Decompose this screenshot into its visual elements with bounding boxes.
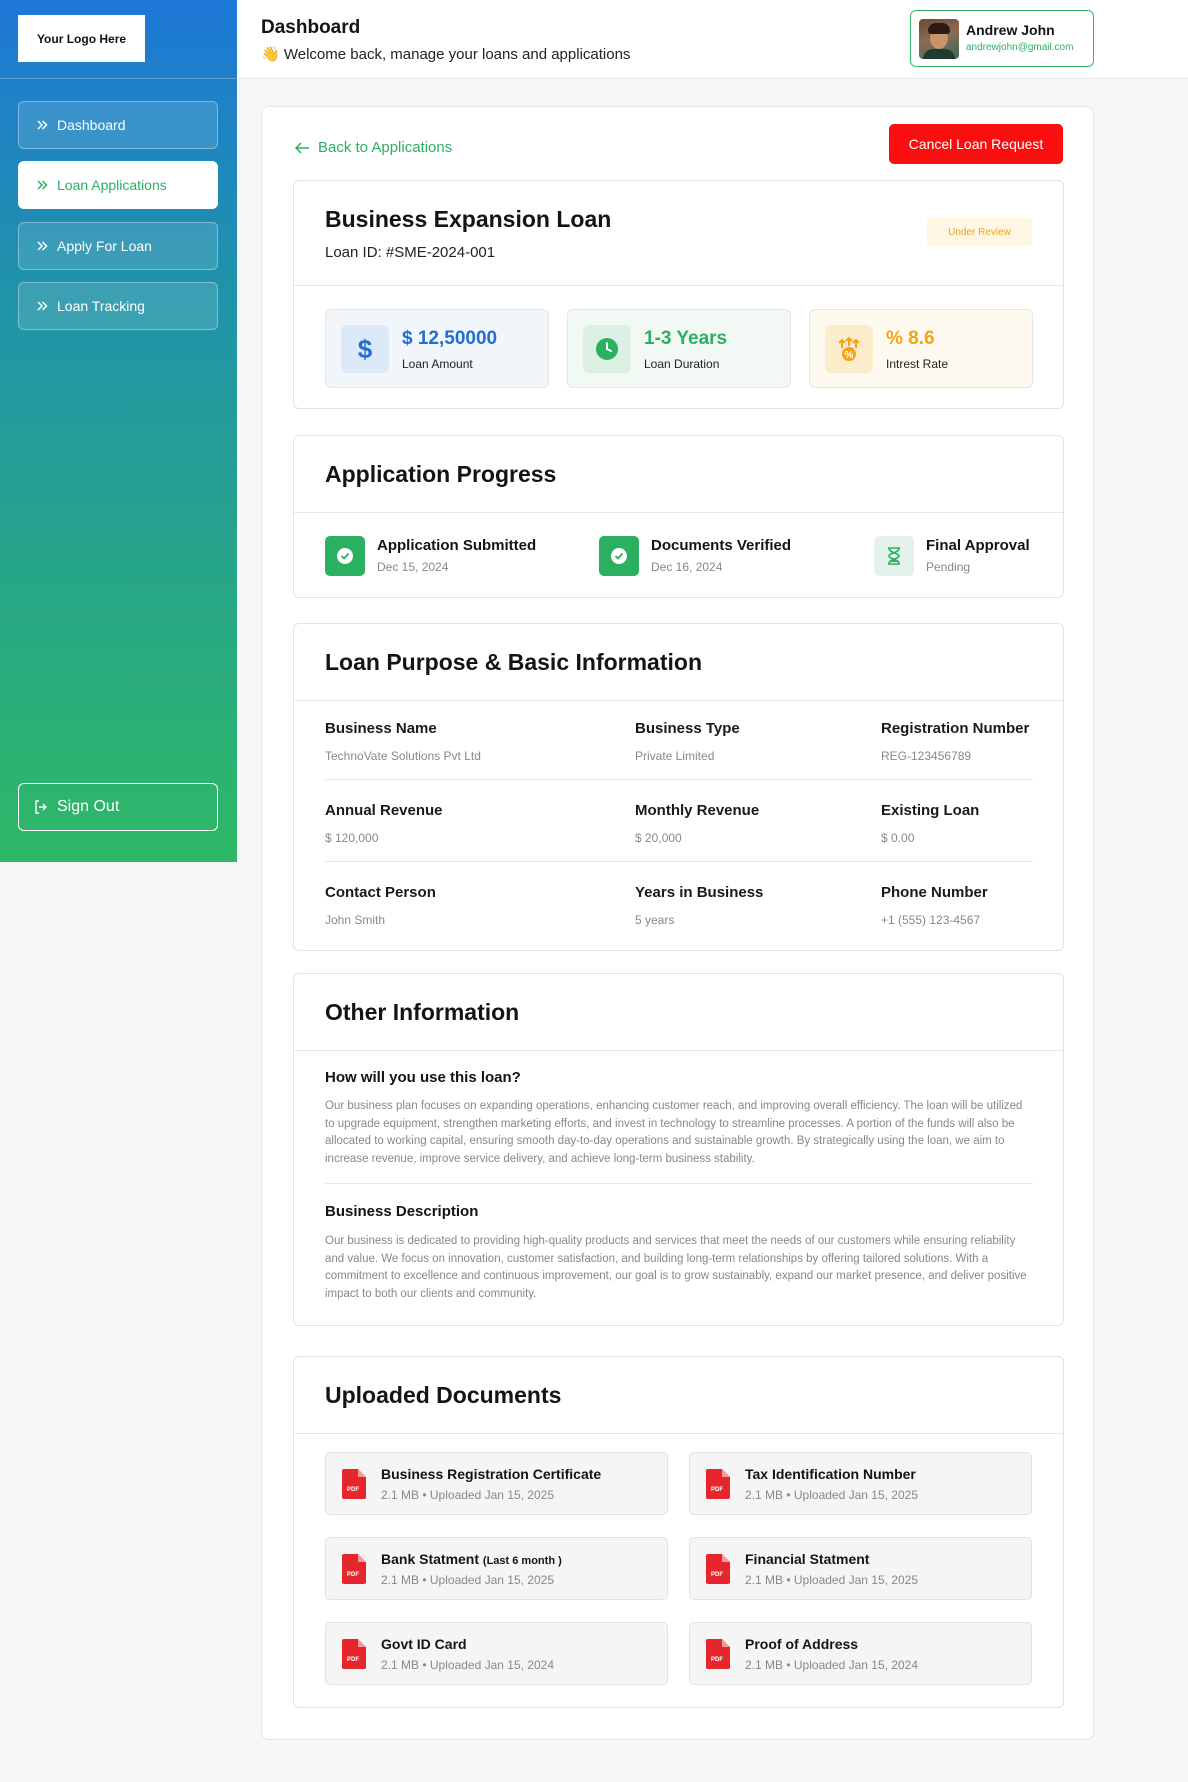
pdf-icon <box>342 1469 366 1499</box>
check-circle-icon <box>599 536 639 576</box>
step-title: Application Submitted <box>377 537 537 554</box>
info-monthly-revenue: Monthly Revenue $ 20,000 <box>635 802 760 845</box>
document-name: Bank Statment (Last 6 month ) <box>381 1551 562 1567</box>
business-description-heading: Business Description <box>325 1203 479 1220</box>
document-name: Business Registration Certificate <box>381 1466 602 1482</box>
loan-duration-label: Loan Duration <box>644 357 720 371</box>
sidebar-item-loan-applications[interactable] <box>18 161 218 209</box>
step-date: Pending <box>926 560 971 574</box>
document-name: Financial Statment <box>745 1551 870 1567</box>
stat-loan-amount <box>325 309 549 388</box>
section-title: Other Information <box>325 999 520 1025</box>
divider <box>325 779 1033 780</box>
svg-text:PDF: PDF <box>711 1657 723 1663</box>
sign-out-icon <box>33 799 49 815</box>
document-item[interactable] <box>689 1537 1032 1600</box>
sidebar-item-label: Apply For Loan <box>57 238 152 254</box>
document-item[interactable] <box>325 1452 668 1515</box>
document-meta: 2.1 MB • Uploaded Jan 15, 2024 <box>381 1658 554 1672</box>
pdf-icon <box>706 1554 730 1584</box>
back-to-applications-link[interactable] <box>294 139 452 156</box>
hourglass-icon <box>874 536 914 576</box>
info-existing-loan: Existing Loan $ 0.00 <box>881 802 980 845</box>
info-registration-number: Registration Number REG-123456789 <box>881 720 1030 763</box>
document-name: Govt ID Card <box>381 1636 467 1652</box>
svg-text:%: % <box>844 350 854 361</box>
clock-icon <box>583 325 631 373</box>
user-profile[interactable] <box>910 10 1094 67</box>
status-badge: Under Review <box>927 218 1032 246</box>
svg-text:$: $ <box>357 336 373 362</box>
uploaded-documents-card <box>293 1356 1064 1708</box>
info-business-name: Business Name TechnoVate Solutions Pvt Ltd <box>325 720 481 763</box>
svg-text:PDF: PDF <box>711 1487 723 1493</box>
document-meta: 2.1 MB • Uploaded Jan 15, 2025 <box>745 1488 918 1502</box>
user-email: andrewjohn@gmail.com <box>966 42 1074 53</box>
step-date: Dec 15, 2024 <box>377 560 449 574</box>
double-chevron-right-icon <box>35 178 49 192</box>
loan-duration-value: 1-3 Years <box>644 328 728 349</box>
double-chevron-right-icon <box>35 239 49 253</box>
step-title: Documents Verified <box>651 537 792 554</box>
cancel-loan-request-button[interactable]: Cancel Loan Request <box>889 124 1063 164</box>
loan-amount-value: $ 12,50000 <box>402 328 498 349</box>
arrow-left-icon <box>294 141 310 155</box>
pdf-icon <box>706 1469 730 1499</box>
stat-interest-rate <box>809 309 1033 388</box>
page-title: Dashboard <box>261 17 361 38</box>
sign-out-label: Sign Out <box>57 798 120 815</box>
document-meta: 2.1 MB • Uploaded Jan 15, 2024 <box>745 1658 918 1672</box>
svg-text:PDF: PDF <box>347 1487 359 1493</box>
document-meta: 2.1 MB • Uploaded Jan 15, 2025 <box>381 1573 554 1587</box>
loan-id: Loan ID: #SME-2024-001 <box>325 244 496 261</box>
info-business-type: Business Type Private Limited <box>635 720 740 763</box>
svg-text:PDF: PDF <box>347 1657 359 1663</box>
interest-rate-icon <box>825 325 873 373</box>
document-item[interactable] <box>689 1452 1032 1515</box>
document-name: Proof of Address <box>745 1636 859 1652</box>
sidebar-divider <box>0 78 237 79</box>
user-name: Andrew John <box>966 22 1055 38</box>
info-contact-person: Contact Person John Smith <box>325 884 436 927</box>
document-item[interactable] <box>325 1537 668 1600</box>
basic-info-card <box>293 623 1064 951</box>
document-item[interactable] <box>325 1622 668 1685</box>
document-meta: 2.1 MB • Uploaded Jan 15, 2025 <box>745 1573 918 1587</box>
double-chevron-right-icon <box>35 118 49 132</box>
sidebar <box>0 0 237 862</box>
document-item[interactable] <box>689 1622 1032 1685</box>
avatar <box>919 19 959 59</box>
application-progress-card <box>293 435 1064 598</box>
section-title: Loan Purpose & Basic Information <box>325 649 702 675</box>
top-bar <box>237 0 1188 79</box>
section-title: Uploaded Documents <box>325 1382 562 1408</box>
loan-usage-question: How will you use this loan? <box>325 1069 521 1086</box>
info-annual-revenue: Annual Revenue $ 120,000 <box>325 802 443 845</box>
interest-rate-label: Intrest Rate <box>886 357 949 371</box>
check-circle-icon <box>325 536 365 576</box>
info-years-in-business: Years in Business 5 years <box>635 884 764 927</box>
divider <box>294 285 1063 286</box>
sidebar-item-apply-for-loan[interactable] <box>18 222 218 270</box>
sign-out-button[interactable] <box>18 783 218 831</box>
svg-text:PDF: PDF <box>347 1572 359 1578</box>
back-link-label: Back to Applications <box>318 139 453 156</box>
sidebar-item-label: Loan Tracking <box>57 298 145 314</box>
document-name: Tax Identification Number <box>745 1466 916 1482</box>
sidebar-item-dashboard[interactable] <box>18 101 218 149</box>
sidebar-item-label: Dashboard <box>57 117 126 133</box>
step-title: Final Approval <box>926 537 1030 554</box>
pdf-icon <box>342 1639 366 1669</box>
stat-loan-duration <box>567 309 791 388</box>
divider <box>325 1183 1033 1184</box>
pdf-icon <box>706 1639 730 1669</box>
pdf-icon <box>342 1554 366 1584</box>
other-info-card <box>293 973 1064 1326</box>
step-date: Dec 16, 2024 <box>651 560 723 574</box>
interest-rate-value: % 8.6 <box>886 328 935 349</box>
main-panel <box>261 106 1094 1740</box>
welcome-message: 👋 Welcome back, manage your loans and applications <box>261 46 631 63</box>
loan-overview-card <box>293 180 1064 409</box>
loan-title: Business Expansion Loan <box>325 206 612 232</box>
loan-usage-answer: Our business plan focuses on expanding operations, enhancing customer reach, and improving overall efficiency. The loan will be utilized to upgrade equipment, strengthen marketing efforts, and invest in technology to streamline processes. A portion of the funds will also be allocated to working capital, ensuring smooth day-to-day operations and sustainable growth. By strategically using the loan, we aim to increase revenue, improve service delivery, and achieve long-term business stability. <box>325 1100 1023 1165</box>
divider <box>325 861 1033 862</box>
logo[interactable]: Your Logo Here <box>18 15 145 62</box>
svg-text:PDF: PDF <box>711 1572 723 1578</box>
dollar-icon <box>341 325 389 373</box>
section-title: Application Progress <box>325 461 557 487</box>
business-description-text: Our business is dedicated to providing high-quality products and services that meet the needs of our customers while ensuring reliability and value. We focus on innovation, customer satisfaction, and building long-term relationships by offering tailored solutions. With a commitment to excellence and continuous improvement, our goal is to grow sustainably, expand our market presence, and deliver positive impact to both our clients and community. <box>325 1235 1027 1300</box>
sidebar-item-loan-tracking[interactable] <box>18 282 218 330</box>
document-meta: 2.1 MB • Uploaded Jan 15, 2025 <box>381 1488 554 1502</box>
info-phone-number: Phone Number +1 (555) 123-4567 <box>881 884 988 927</box>
loan-amount-label: Loan Amount <box>402 357 473 371</box>
double-chevron-right-icon <box>35 299 49 313</box>
sidebar-item-label: Loan Applications <box>57 177 167 193</box>
